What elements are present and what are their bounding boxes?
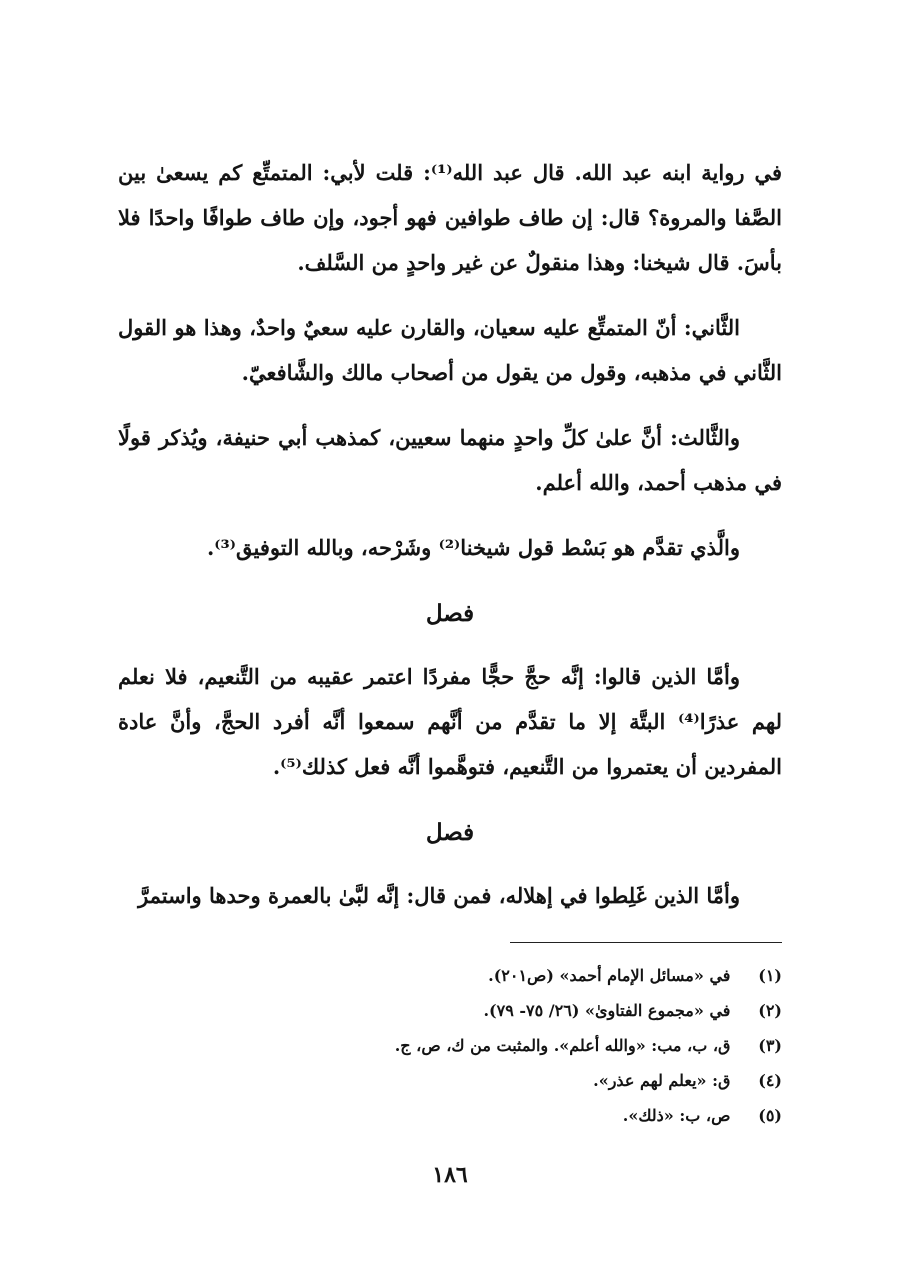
- paragraph-6: وأمَّا الذين غَلِطوا في إهلاله، فمن قال: إنَّه لبَّىٰ بالعمرة وحدها واستمرَّ: [138, 883, 740, 908]
- footnotes: [118, 958, 782, 1133]
- footnote-text: ص، ب: «ذلك».: [622, 1106, 731, 1125]
- footnote-text: في «مجموع الفتاوىٰ» (٢٦/ ٧٥- ٧٩).: [483, 1001, 731, 1020]
- section-heading-1: فصل: [425, 600, 475, 627]
- paragraph-2: الثَّاني: أنّ المتمتِّع عليه سعيان، والقارن عليه سعيٌ واحدٌ، وهذا هو القول الثَّاني في مذهبه، وقول من يقول من أصحاب مالك والشَّافعيّ.: [118, 315, 782, 385]
- footnote-text: ق: «يعلم لهم عذر».: [593, 1071, 731, 1090]
- paragraph-1: في رواية ابنه عبد الله. قال عبد الله⁽¹⁾: قلت لأبي: المتمتِّع كم يسعىٰ بين الصَّفا والمروة؟ قال: إن طاف طوافين فهو أجود، وإن طاف طوافًا واحدًا فلا بأسَ. قال شيخنا: وهذا منقولٌ عن غير واحدٍ من السَّلف.: [118, 160, 782, 275]
- main-text: [118, 150, 782, 938]
- footnote: [118, 993, 782, 1028]
- footnote-number: (٢): [758, 1001, 782, 1020]
- footnote-number: (٥): [758, 1106, 782, 1125]
- footnote-number: (٣): [758, 1036, 782, 1055]
- footnote: [118, 1028, 782, 1063]
- footnote: [118, 1063, 782, 1098]
- paragraph-3: والثَّالث: أنَّ علىٰ كلِّ واحدٍ منهما سعيين، كمذهب أبي حنيفة، ويُذكر قولًا في مذهب أحمد، والله أعلم.: [118, 425, 782, 495]
- footnote-text: في «مسائل الإمام أحمد» (ص٢٠١).: [488, 966, 731, 985]
- footnote: [118, 1098, 782, 1133]
- paragraph-5: وأمَّا الذين قالوا: إنَّه حجَّ حجًّا مفردًا اعتمر عقيبه من التَّنعيم، فلا نعلم لهم عذرًا⁽⁴⁾ البتَّة إلا ما تقدَّم من أنَّهم سمعوا أنَّه أفرد الحجَّ، وأنَّ عادة المفردين أن يعتمروا من التَّنعيم، فتوهَّموا أنَّه فعل كذلك⁽⁵⁾.: [118, 664, 782, 779]
- page-number: ١٨٦: [432, 1162, 468, 1188]
- footnote-number: (٤): [758, 1071, 782, 1090]
- section-heading-2: فصل: [425, 819, 475, 846]
- footnote-divider: [510, 942, 782, 943]
- footnote: [118, 958, 782, 993]
- footnote-text: ق، ب، مب: «والله أعلم». والمثبت من ك، ص، ج.: [394, 1036, 731, 1055]
- paragraph-4: والَّذي تقدَّم هو بَسْط قول شيخنا⁽²⁾ وشَرْحه، وبالله التوفيق⁽³⁾.: [206, 535, 740, 560]
- footnote-number: (١): [758, 966, 782, 985]
